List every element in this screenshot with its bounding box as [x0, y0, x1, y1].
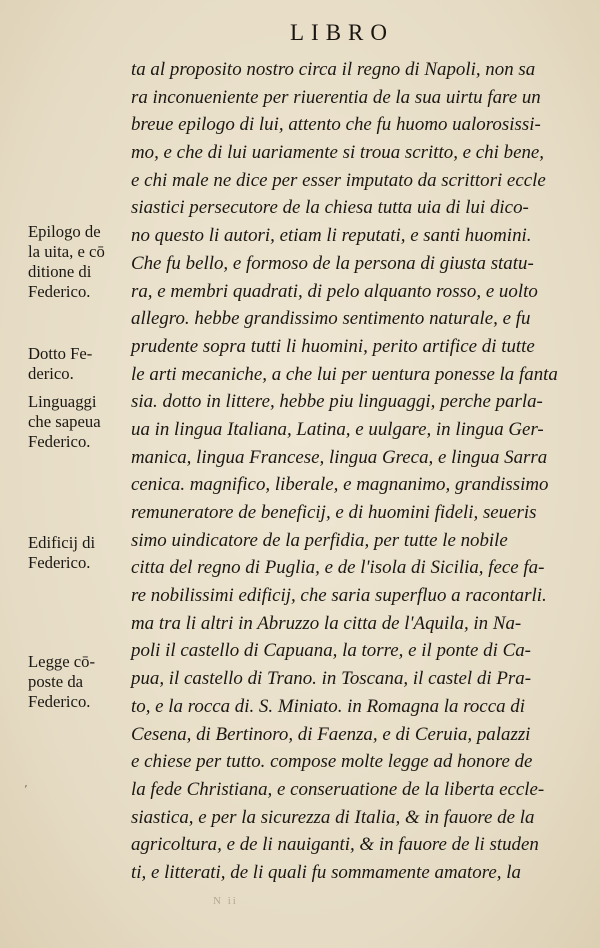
body-line: siastica, e per la sicurezza di Italia, & in fauore de la [131, 806, 535, 828]
margin-note-linguaggi [28, 392, 128, 452]
margin-note-line: Linguaggi [28, 392, 97, 411]
body-line: la fede Christiana, e conseruatione de la liberta eccle- [131, 778, 545, 800]
margin-note-line: Federico. [28, 282, 91, 301]
margin-note-line: che sapeua [28, 412, 101, 431]
body-line: breue epilogo di lui, attento che fu huomo ualorosissi- [131, 114, 541, 136]
stray-mark: ’ [24, 783, 28, 796]
body-line: e chiese per tutto. compose molte legge ad honore de [131, 751, 533, 773]
body-line: mo, e che di lui uariamente si troua scritto, e chi bene, [131, 142, 545, 164]
body-line: poli il castello di Capuana, la torre, e il ponte di Ca- [131, 640, 531, 662]
body-line: allegro. hebbe grandissimo sentimento naturale, e fu [131, 308, 531, 330]
margin-note-edificij [28, 533, 128, 573]
body-line: no questo li autori, etiam li reputati, e santi huomini. [131, 225, 532, 247]
body-line: ua in lingua Italiana, Latina, e uulgare, in lingua Ger- [131, 418, 544, 440]
margin-note-line: Federico. [28, 692, 91, 711]
margin-note-line: derico. [28, 364, 74, 383]
running-header: LIBRO [290, 20, 394, 45]
body-line: remuneratore de beneficij, e di huomini fideli, seueris [131, 502, 537, 523]
body-line: sia. dotto in littere, hebbe piu linguaggi, perche parla- [131, 391, 543, 413]
body-line: pua, il castello di Trano. in Toscana, il castel di Pra- [131, 668, 532, 690]
margin-note-line: ditione di [28, 262, 92, 281]
body-line: ti, e litterati, de li quali fu sommamente amatore, la [131, 861, 521, 883]
margin-note-line: la uita, e cō [28, 242, 105, 261]
body-text [131, 56, 567, 887]
body-line: cenica. magnifico, liberale, e magnanimo, grandissimo [131, 474, 549, 496]
body-line: re nobilissimi edificij, che saria superfluo a racontarli. [131, 585, 547, 607]
body-line: Che fu bello, e formoso de la persona di giusta statu- [131, 252, 534, 274]
margin-note-line: Epilogo de [28, 222, 101, 241]
body-line: prudente sopra tutti li huomini, perito artifice di tutte [131, 335, 535, 357]
body-line: Cesena, di Bertinoro, di Faenza, e di Ceruia, palazzi [131, 723, 531, 745]
margin-note-line: poste da [28, 672, 84, 691]
margin-note-line: Federico. [28, 432, 91, 451]
body-line: manica, lingua Francese, lingua Greca, e lingua Sarra [131, 446, 548, 468]
margin-note-epilogo [28, 222, 128, 302]
margin-note-legge [28, 652, 128, 712]
body-line: e chi male ne dice per esser imputato da scrittori eccle [131, 169, 546, 191]
margin-note-line: Dotto Fe- [28, 344, 93, 363]
body-line: citta del regno di Puglia, e de l'isola di Sicilia, fece fa- [131, 557, 545, 579]
margin-note-line: Federico. [28, 553, 91, 572]
body-line: le arti mecaniche, a che lui per uentura ponesse la fanta [131, 363, 558, 385]
body-line: ra inconueniente per riuerentia de la sua uirtu fare un [131, 86, 541, 108]
signature-mark: N ii [213, 895, 238, 907]
body-line: agricoltura, e de li nauiganti, & in fauore de li studen [131, 834, 539, 856]
margin-note-line: Legge cō- [28, 652, 96, 671]
body-line: simo uindicatore de la perfidia, per tutte le nobile [131, 529, 508, 551]
margin-note-dotto [28, 344, 128, 384]
body-line: siastici persecutore de la chiesa tutta uia di lui dico- [131, 197, 529, 219]
body-line: ta al proposito nostro circa il regno di Napoli, non sa [131, 59, 536, 80]
body-line: ra, e membri quadrati, di pelo alquanto rosso, e uolto [131, 280, 538, 302]
margin-note-line: Edificij di [28, 533, 96, 552]
margin-notes [28, 0, 128, 948]
body-line: to, e la rocca di. S. Miniato. in Romagna la rocca di [131, 695, 525, 717]
body-line: ma tra li altri in Abruzzo la citta de l'Aquila, in Na- [131, 612, 522, 634]
